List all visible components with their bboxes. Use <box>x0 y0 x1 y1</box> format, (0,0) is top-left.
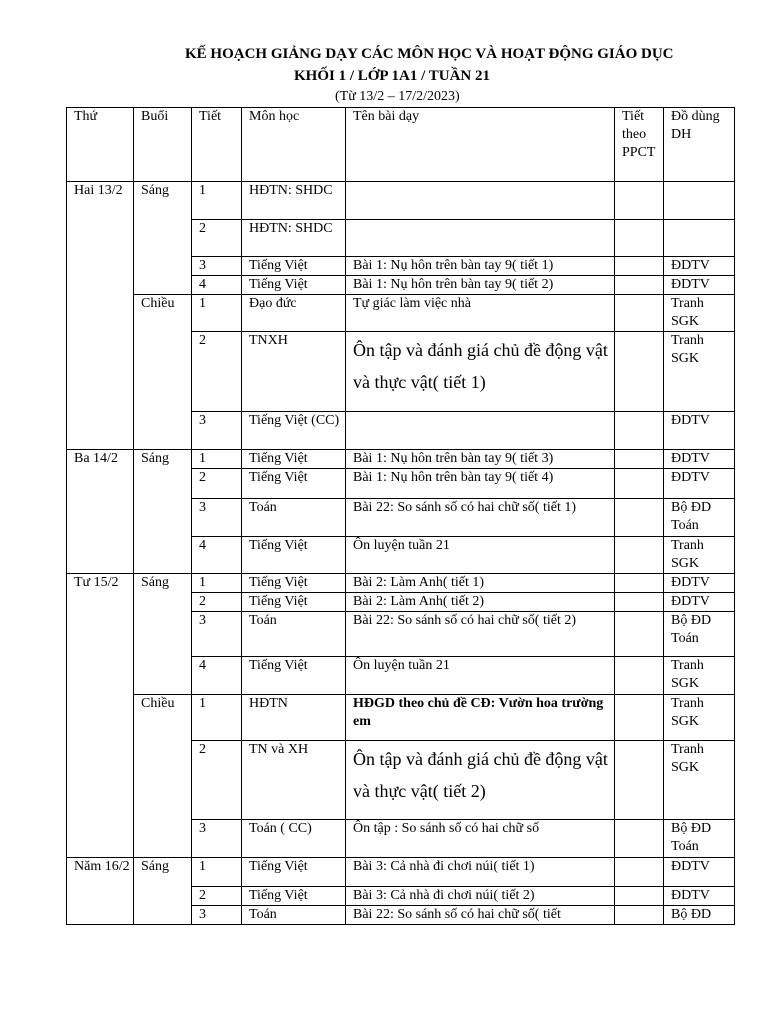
materials-cell: Bộ ĐD Toán <box>664 612 735 657</box>
period-cell: 1 <box>192 574 242 593</box>
subject-cell: Tiếng Việt <box>242 537 346 574</box>
date-range: (Từ 13/2 – 17/2/2023) <box>335 89 460 104</box>
ppct-cell <box>615 906 664 925</box>
ppct-cell <box>615 574 664 593</box>
lesson-cell: HĐGD theo chủ đề CĐ: Vườn hoa trường em <box>346 695 615 741</box>
day-cell: Hai 13/2 <box>67 182 134 450</box>
period-cell: 1 <box>192 858 242 887</box>
ppct-cell <box>615 657 664 695</box>
table-row <box>67 182 735 220</box>
subject-cell: TN và XH <box>242 741 346 820</box>
period-cell: 2 <box>192 887 242 906</box>
period-cell: 3 <box>192 612 242 657</box>
lesson-cell: Bài 3: Cả nhà đi chơi núi( tiết 2) <box>346 887 615 906</box>
lesson-cell: Tự giác làm việc nhà <box>346 295 615 332</box>
materials-cell <box>664 220 735 257</box>
subject-cell: HĐTN: SHDC <box>242 182 346 220</box>
period-cell: 3 <box>192 499 242 537</box>
subject-cell: TNXH <box>242 332 346 412</box>
lesson-cell: Bài 3: Cả nhà đi chơi núi( tiết 1) <box>346 858 615 887</box>
materials-cell: Tranh SGK <box>664 537 735 574</box>
period-cell: 4 <box>192 276 242 295</box>
lesson-cell: Bài 1: Nụ hôn trên bàn tay 9( tiết 1) <box>346 257 615 276</box>
subject-cell: Đạo đức <box>242 295 346 332</box>
ppct-cell <box>615 469 664 499</box>
session-cell: Sáng <box>134 858 192 925</box>
period-cell: 1 <box>192 450 242 469</box>
lesson-cell: Ôn tập : So sánh số có hai chữ số <box>346 820 615 858</box>
session-cell: Sáng <box>134 450 192 574</box>
materials-cell: ĐDTV <box>664 257 735 276</box>
schedule-table <box>66 107 735 925</box>
col-header-ten-bai-day: Tên bài dạy <box>346 108 615 182</box>
lesson-cell <box>346 182 615 220</box>
col-header-thu: Thứ <box>67 108 134 182</box>
ppct-cell <box>615 537 664 574</box>
session-cell: Sáng <box>134 182 192 295</box>
ppct-cell <box>615 887 664 906</box>
ppct-cell <box>615 858 664 887</box>
ppct-cell <box>615 593 664 612</box>
subject-cell: Tiếng Việt (CC) <box>242 412 346 450</box>
period-cell: 2 <box>192 332 242 412</box>
period-cell: 3 <box>192 906 242 925</box>
day-cell: Tư 15/2 <box>67 574 134 858</box>
period-cell: 4 <box>192 537 242 574</box>
ppct-cell <box>615 695 664 741</box>
lesson-cell: Ôn tập và đánh giá chủ đề động vật và thực vật( tiết 2) <box>346 741 615 820</box>
ppct-cell <box>615 182 664 220</box>
period-cell: 1 <box>192 695 242 741</box>
subject-cell: Toán <box>242 906 346 925</box>
subject-cell: HĐTN <box>242 695 346 741</box>
ppct-cell <box>615 412 664 450</box>
materials-cell: Bộ ĐD Toán <box>664 499 735 537</box>
lesson-cell <box>346 412 615 450</box>
ppct-cell <box>615 220 664 257</box>
table-header-row <box>67 108 735 182</box>
col-header-buoi: Buổi <box>134 108 192 182</box>
session-cell: Chiều <box>134 695 192 858</box>
subject-cell: Toán <box>242 499 346 537</box>
materials-cell: ĐDTV <box>664 450 735 469</box>
period-cell: 4 <box>192 657 242 695</box>
lesson-cell: Bài 1: Nụ hôn trên bàn tay 9( tiết 3) <box>346 450 615 469</box>
subject-cell: Toán ( CC) <box>242 820 346 858</box>
period-cell: 2 <box>192 741 242 820</box>
ppct-cell <box>615 276 664 295</box>
subject-cell: HĐTN: SHDC <box>242 220 346 257</box>
period-cell: 2 <box>192 220 242 257</box>
lesson-cell <box>346 220 615 257</box>
session-cell: Sáng <box>134 574 192 695</box>
table-row <box>67 858 735 887</box>
ppct-cell <box>615 332 664 412</box>
subject-cell: Tiếng Việt <box>242 450 346 469</box>
lesson-cell: Bài 22: So sánh số có hai chữ số( tiết 1) <box>346 499 615 537</box>
table-row <box>67 695 735 741</box>
materials-cell: ĐDTV <box>664 469 735 499</box>
plan-title: KẾ HOẠCH GIẢNG DẠY CÁC MÔN HỌC VÀ HOẠT ĐỘNG GIÁO DỤC <box>185 46 674 62</box>
period-cell: 3 <box>192 820 242 858</box>
subject-cell: Toán <box>242 612 346 657</box>
materials-cell: ĐDTV <box>664 887 735 906</box>
table-row <box>67 295 735 332</box>
subject-cell: Tiếng Việt <box>242 858 346 887</box>
materials-cell: Tranh SGK <box>664 695 735 741</box>
materials-cell <box>664 182 735 220</box>
period-cell: 2 <box>192 469 242 499</box>
materials-cell: Tranh SGK <box>664 741 735 820</box>
lesson-cell: Bài 1: Nụ hôn trên bàn tay 9( tiết 2) <box>346 276 615 295</box>
col-header-do-dung: Đồ dùng DH <box>664 108 735 182</box>
class-week-title: KHỐI 1 / LỚP 1A1 / TUẦN 21 <box>294 68 490 84</box>
ppct-cell <box>615 295 664 332</box>
ppct-cell <box>615 499 664 537</box>
day-cell: Năm 16/2 <box>67 858 134 925</box>
period-cell: 1 <box>192 295 242 332</box>
period-cell: 3 <box>192 412 242 450</box>
period-cell: 1 <box>192 182 242 220</box>
materials-cell: Tranh SGK <box>664 657 735 695</box>
lesson-cell: Bài 2: Làm Anh( tiết 2) <box>346 593 615 612</box>
col-header-mon-hoc: Môn học <box>242 108 346 182</box>
lesson-cell: Ôn tập và đánh giá chủ đề động vật và thực vật( tiết 1) <box>346 332 615 412</box>
materials-cell: Bộ ĐD <box>664 906 735 925</box>
ppct-cell <box>615 612 664 657</box>
materials-cell: ĐDTV <box>664 593 735 612</box>
subject-cell: Tiếng Việt <box>242 593 346 612</box>
session-cell: Chiều <box>134 295 192 450</box>
period-cell: 2 <box>192 593 242 612</box>
table-row <box>67 574 735 593</box>
lesson-cell: Ôn luyện tuần 21 <box>346 537 615 574</box>
col-header-ppct: Tiết theo PPCT <box>615 108 664 182</box>
lesson-cell: Bài 2: Làm Anh( tiết 1) <box>346 574 615 593</box>
subject-cell: Tiếng Việt <box>242 257 346 276</box>
materials-cell: Tranh SGK <box>664 295 735 332</box>
materials-cell: ĐDTV <box>664 858 735 887</box>
materials-cell: Bộ ĐD Toán <box>664 820 735 858</box>
materials-cell: ĐDTV <box>664 276 735 295</box>
day-cell: Ba 14/2 <box>67 450 134 574</box>
subject-cell: Tiếng Việt <box>242 574 346 593</box>
period-cell: 3 <box>192 257 242 276</box>
subject-cell: Tiếng Việt <box>242 469 346 499</box>
materials-cell: ĐDTV <box>664 574 735 593</box>
table-row <box>67 450 735 469</box>
materials-cell: ĐDTV <box>664 412 735 450</box>
ppct-cell <box>615 450 664 469</box>
col-header-tiet: Tiết <box>192 108 242 182</box>
subject-cell: Tiếng Việt <box>242 887 346 906</box>
subject-cell: Tiếng Việt <box>242 657 346 695</box>
subject-cell: Tiếng Việt <box>242 276 346 295</box>
materials-cell: Tranh SGK <box>664 332 735 412</box>
ppct-cell <box>615 820 664 858</box>
ppct-cell <box>615 257 664 276</box>
lesson-cell: Bài 22: So sánh số có hai chữ số( tiết 2) <box>346 612 615 657</box>
lesson-cell: Ôn luyện tuần 21 <box>346 657 615 695</box>
ppct-cell <box>615 741 664 820</box>
lesson-cell: Bài 1: Nụ hôn trên bàn tay 9( tiết 4) <box>346 469 615 499</box>
lesson-cell: Bài 22: So sánh số có hai chữ số( tiết <box>346 906 615 925</box>
